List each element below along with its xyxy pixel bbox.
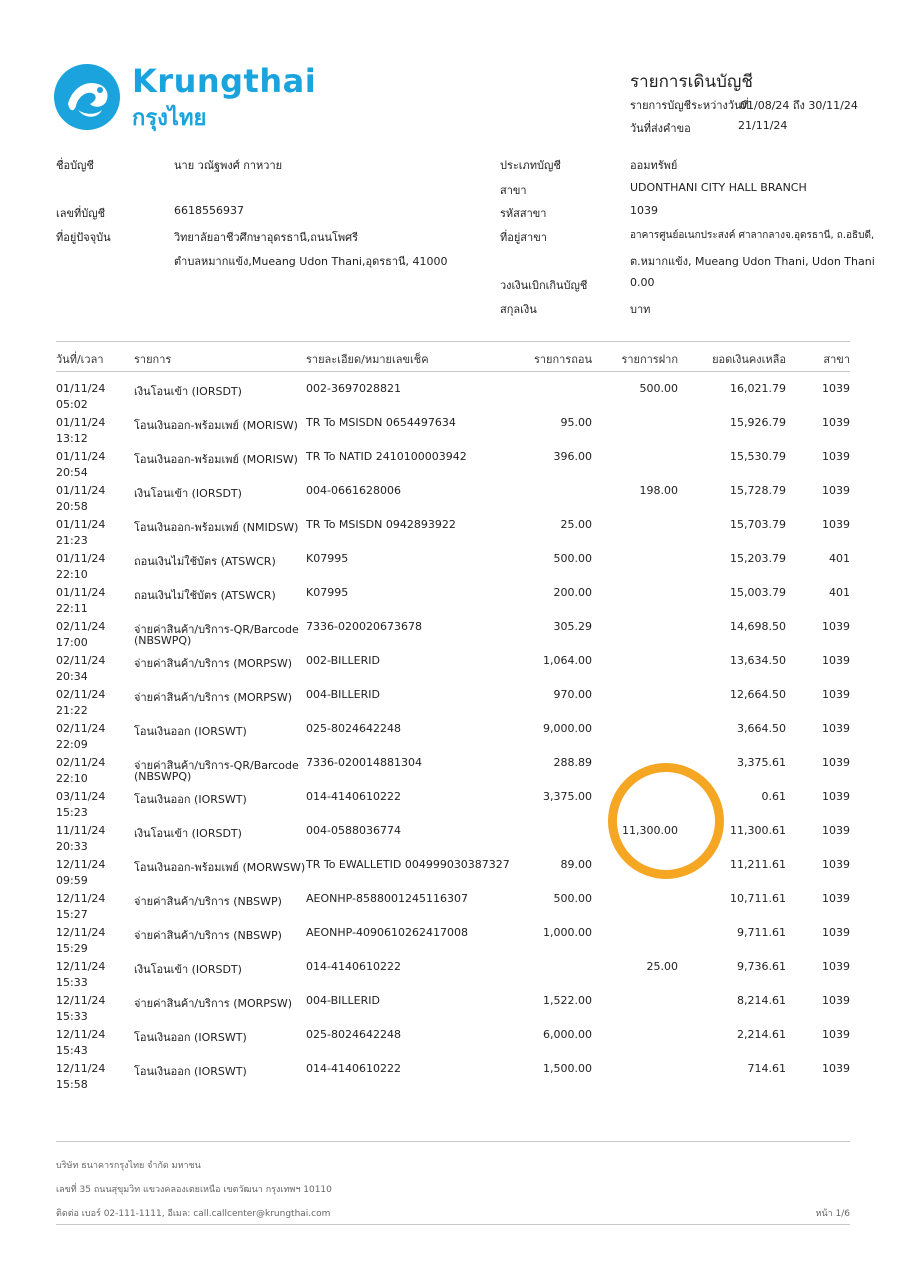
row-date: 12/11/24 bbox=[56, 892, 106, 905]
row-branch: 1039 bbox=[822, 1062, 850, 1075]
row-time: 20:33 bbox=[56, 840, 88, 853]
overdraft-value: 0.00 bbox=[630, 276, 655, 289]
account-type-value: ออมทรัพย์ bbox=[630, 159, 678, 172]
row-balance: 16,021.79 bbox=[730, 382, 786, 395]
row-description: จ่ายค่าสินค้า/บริการ (NBSWP) bbox=[134, 929, 282, 942]
brand-name-en: Krungthai bbox=[132, 62, 317, 100]
row-withdraw: 305.29 bbox=[553, 620, 592, 633]
row-withdraw: 1,000.00 bbox=[543, 926, 592, 939]
brand-name-th: กรุงไทย bbox=[132, 106, 207, 131]
row-date: 12/11/24 bbox=[56, 1028, 106, 1041]
row-date: 02/11/24 bbox=[56, 620, 106, 633]
account-name-label: ชื่อบัญชี bbox=[56, 159, 94, 172]
row-balance: 3,664.50 bbox=[737, 722, 786, 735]
row-date: 03/11/24 bbox=[56, 790, 106, 803]
row-balance: 13,634.50 bbox=[730, 654, 786, 667]
row-description-cont: (NBSWPQ) bbox=[134, 634, 192, 647]
row-description: โอนเงินออก (IORSWT) bbox=[134, 725, 247, 738]
row-time: 20:58 bbox=[56, 500, 88, 513]
header-balance: ยอดเงินคงเหลือ bbox=[712, 353, 786, 366]
row-deposit: 11,300.00 bbox=[622, 824, 678, 837]
row-date: 12/11/24 bbox=[56, 926, 106, 939]
request-date-value: 21/11/24 bbox=[738, 119, 788, 132]
row-withdraw: 3,375.00 bbox=[543, 790, 592, 803]
row-time: 22:10 bbox=[56, 568, 88, 581]
row-date: 01/11/24 bbox=[56, 518, 106, 531]
row-description: จ่ายค่าสินค้า/บริการ (MORPSW) bbox=[134, 657, 293, 670]
row-date: 02/11/24 bbox=[56, 722, 106, 735]
row-balance: 10,711.61 bbox=[730, 892, 786, 905]
row-description: โอนเงินออก-พร้อมเพย์ (MORISW) bbox=[134, 419, 298, 432]
row-withdraw: 95.00 bbox=[560, 416, 592, 429]
row-balance: 11,300.61 bbox=[730, 824, 786, 837]
row-withdraw: 970.00 bbox=[553, 688, 592, 701]
period-label: รายการบัญชีระหว่างวันที่ bbox=[630, 99, 749, 112]
row-balance: 11,211.61 bbox=[730, 858, 786, 871]
row-branch: 1039 bbox=[822, 892, 850, 905]
row-withdraw: 500.00 bbox=[553, 552, 592, 565]
address-line-2: ตำบลหมากแข้ง,Mueang Udon Thani,อุดรธานี, 41000 bbox=[174, 255, 448, 268]
row-description: ถอนเงินไม่ใช้บัตร (ATSWCR) bbox=[134, 589, 276, 602]
row-date: 01/11/24 bbox=[56, 484, 106, 497]
row-balance: 12,664.50 bbox=[730, 688, 786, 701]
row-branch: 1039 bbox=[822, 756, 850, 769]
row-balance: 15,728.79 bbox=[730, 484, 786, 497]
row-balance: 15,003.79 bbox=[730, 586, 786, 599]
row-detail: 004-BILLERID bbox=[306, 994, 380, 1007]
account-number-label: เลขที่บัญชี bbox=[56, 207, 106, 220]
row-date: 02/11/24 bbox=[56, 688, 106, 701]
row-description: โอนเงินออก (IORSWT) bbox=[134, 1065, 247, 1078]
row-time: 15:58 bbox=[56, 1078, 88, 1091]
footer-address: เลขที่ 35 ถนนสุขุมวิท แขวงคลองเตยเหนือ เขตวัฒนา กรุงเทพฯ 10110 bbox=[56, 1185, 332, 1195]
row-detail: K07995 bbox=[306, 586, 349, 599]
row-description: โอนเงินออก-พร้อมเพย์ (MORISW) bbox=[134, 453, 298, 466]
account-type-label: ประเภทบัญชี bbox=[500, 159, 561, 172]
row-withdraw: 1,500.00 bbox=[543, 1062, 592, 1075]
row-withdraw: 1,064.00 bbox=[543, 654, 592, 667]
row-description: เงินโอนเข้า (IORSDT) bbox=[134, 827, 242, 840]
row-detail: 025-8024642248 bbox=[306, 1028, 401, 1041]
row-description: โอนเงินออก-พร้อมเพย์ (NMIDSW) bbox=[134, 521, 299, 534]
row-detail: 014-4140610222 bbox=[306, 1062, 401, 1075]
row-time: 09:59 bbox=[56, 874, 88, 887]
row-description: โอนเงินออก (IORSWT) bbox=[134, 1031, 247, 1044]
row-deposit: 25.00 bbox=[646, 960, 678, 973]
row-time: 15:33 bbox=[56, 976, 88, 989]
branch-value: UDONTHANI CITY HALL BRANCH bbox=[630, 181, 807, 194]
row-time: 21:23 bbox=[56, 534, 88, 547]
row-detail: AEONHP-4090610262417008 bbox=[306, 926, 468, 939]
branch-label: สาขา bbox=[500, 184, 527, 197]
statement-title: รายการเดินบัญชี bbox=[630, 72, 753, 92]
currency-value: บาท bbox=[630, 303, 651, 316]
row-detail: 002-BILLERID bbox=[306, 654, 380, 667]
period-value: 01/08/24 ถึง 30/11/24 bbox=[740, 99, 858, 112]
row-withdraw: 200.00 bbox=[553, 586, 592, 599]
row-detail: 7336-020020673678 bbox=[306, 620, 422, 633]
row-branch: 1039 bbox=[822, 824, 850, 837]
row-branch: 1039 bbox=[822, 960, 850, 973]
row-withdraw: 89.00 bbox=[560, 858, 592, 871]
row-balance: 9,711.61 bbox=[737, 926, 786, 939]
row-branch: 1039 bbox=[822, 722, 850, 735]
request-date-label: วันที่ส่งคำขอ bbox=[630, 122, 691, 135]
row-withdraw: 1,522.00 bbox=[543, 994, 592, 1007]
row-time: 15:33 bbox=[56, 1010, 88, 1023]
row-description: จ่ายค่าสินค้า/บริการ-QR/Barcode bbox=[134, 759, 299, 772]
row-withdraw: 25.00 bbox=[560, 518, 592, 531]
row-date: 01/11/24 bbox=[56, 552, 106, 565]
row-time: 15:23 bbox=[56, 806, 88, 819]
row-description: เงินโอนเข้า (IORSDT) bbox=[134, 963, 242, 976]
header-date: วันที่/เวลา bbox=[56, 353, 104, 366]
row-deposit: 500.00 bbox=[639, 382, 678, 395]
footer-rule bbox=[56, 1141, 850, 1142]
row-detail: K07995 bbox=[306, 552, 349, 565]
row-description: ถอนเงินไม่ใช้บัตร (ATSWCR) bbox=[134, 555, 276, 568]
row-date: 12/11/24 bbox=[56, 960, 106, 973]
row-time: 13:12 bbox=[56, 432, 88, 445]
row-date: 12/11/24 bbox=[56, 858, 106, 871]
row-withdraw: 6,000.00 bbox=[543, 1028, 592, 1041]
table-top-rule bbox=[56, 341, 850, 342]
row-description: เงินโอนเข้า (IORSDT) bbox=[134, 385, 242, 398]
address-line-1: วิทยาลัยอาชีวศึกษาอุดรธานี,ถนนโพศรี bbox=[174, 231, 359, 244]
row-description: จ่ายค่าสินค้า/บริการ (NBSWP) bbox=[134, 895, 282, 908]
branch-address-line-2: ต.หมากแข้ง, Mueang Udon Thani, Udon Thani bbox=[630, 255, 875, 268]
row-branch: 1039 bbox=[822, 484, 850, 497]
footer-bottom-rule bbox=[56, 1224, 850, 1225]
row-time: 22:09 bbox=[56, 738, 88, 751]
header-withdraw: รายการถอน bbox=[533, 353, 592, 366]
row-time: 17:00 bbox=[56, 636, 88, 649]
row-withdraw: 9,000.00 bbox=[543, 722, 592, 735]
row-branch: 401 bbox=[829, 552, 850, 565]
row-time: 22:10 bbox=[56, 772, 88, 785]
row-time: 22:11 bbox=[56, 602, 88, 615]
row-date: 12/11/24 bbox=[56, 1062, 106, 1075]
row-description-cont: (NBSWPQ) bbox=[134, 770, 192, 783]
row-detail: 004-0588036774 bbox=[306, 824, 401, 837]
currency-label: สกุลเงิน bbox=[500, 303, 537, 316]
row-time: 20:54 bbox=[56, 466, 88, 479]
row-detail: TR To MSISDN 0654497634 bbox=[306, 416, 456, 429]
row-detail: TR To EWALLETID 004999030387327 bbox=[306, 858, 510, 871]
row-date: 01/11/24 bbox=[56, 586, 106, 599]
row-branch: 1039 bbox=[822, 1028, 850, 1041]
row-time: 20:34 bbox=[56, 670, 88, 683]
address-label: ที่อยู่ปัจจุบัน bbox=[56, 231, 111, 244]
row-detail: 014-4140610222 bbox=[306, 790, 401, 803]
row-branch: 1039 bbox=[822, 416, 850, 429]
row-balance: 9,736.61 bbox=[737, 960, 786, 973]
row-branch: 1039 bbox=[822, 688, 850, 701]
krungthai-logo bbox=[54, 64, 120, 130]
row-description: จ่ายค่าสินค้า/บริการ (MORPSW) bbox=[134, 691, 293, 704]
row-detail: TR To NATID 2410100003942 bbox=[306, 450, 467, 463]
row-description: เงินโอนเข้า (IORSDT) bbox=[134, 487, 242, 500]
row-balance: 15,926.79 bbox=[730, 416, 786, 429]
table-header-rule bbox=[56, 371, 850, 372]
row-date: 11/11/24 bbox=[56, 824, 106, 837]
header-deposit: รายการฝาก bbox=[621, 353, 678, 366]
row-branch: 1039 bbox=[822, 450, 850, 463]
row-description: จ่ายค่าสินค้า/บริการ (MORPSW) bbox=[134, 997, 293, 1010]
row-balance: 2,214.61 bbox=[737, 1028, 786, 1041]
header-branch: สาขา bbox=[823, 353, 850, 366]
row-detail: 004-BILLERID bbox=[306, 688, 380, 701]
row-branch: 1039 bbox=[822, 790, 850, 803]
branch-address-label: ที่อยู่สาขา bbox=[500, 231, 547, 244]
row-balance: 0.61 bbox=[761, 790, 786, 803]
row-time: 21:22 bbox=[56, 704, 88, 717]
row-balance: 714.61 bbox=[747, 1062, 786, 1075]
row-date: 02/11/24 bbox=[56, 756, 106, 769]
row-detail: 002-3697028821 bbox=[306, 382, 401, 395]
row-time: 15:43 bbox=[56, 1044, 88, 1057]
row-balance: 15,530.79 bbox=[730, 450, 786, 463]
overdraft-label: วงเงินเบิกเกินบัญชี bbox=[500, 279, 588, 292]
row-detail: TR To MSISDN 0942893922 bbox=[306, 518, 456, 531]
footer-company: บริษัท ธนาคารกรุงไทย จำกัด มหาชน bbox=[56, 1161, 201, 1171]
row-deposit: 198.00 bbox=[639, 484, 678, 497]
row-branch: 401 bbox=[829, 586, 850, 599]
footer-contact: ติดต่อ เบอร์ 02-111-1111, อีเมล: call.callcenter@krungthai.com bbox=[56, 1209, 331, 1219]
row-time: 05:02 bbox=[56, 398, 88, 411]
row-withdraw: 500.00 bbox=[553, 892, 592, 905]
row-date: 02/11/24 bbox=[56, 654, 106, 667]
page-number: หน้า 1/6 bbox=[815, 1209, 850, 1219]
row-branch: 1039 bbox=[822, 926, 850, 939]
highlight-circle bbox=[608, 763, 724, 879]
row-withdraw: 396.00 bbox=[553, 450, 592, 463]
row-time: 15:29 bbox=[56, 942, 88, 955]
row-date: 01/11/24 bbox=[56, 450, 106, 463]
row-description: จ่ายค่าสินค้า/บริการ-QR/Barcode bbox=[134, 623, 299, 636]
row-balance: 14,698.50 bbox=[730, 620, 786, 633]
row-branch: 1039 bbox=[822, 994, 850, 1007]
row-branch: 1039 bbox=[822, 654, 850, 667]
row-time: 15:27 bbox=[56, 908, 88, 921]
row-branch: 1039 bbox=[822, 382, 850, 395]
row-detail: 7336-020014881304 bbox=[306, 756, 422, 769]
row-branch: 1039 bbox=[822, 518, 850, 531]
row-detail: 025-8024642248 bbox=[306, 722, 401, 735]
row-withdraw: 288.89 bbox=[553, 756, 592, 769]
bird-emblem-icon bbox=[54, 64, 120, 130]
account-name-value: นาย วณัฐพงศ์ กาหวาย bbox=[174, 159, 283, 172]
branch-code-label: รหัสสาขา bbox=[500, 207, 547, 220]
row-description: โอนเงินออก-พร้อมเพย์ (MORWSW) bbox=[134, 861, 306, 874]
header-description: รายการ bbox=[134, 353, 172, 366]
row-detail: AEONHP-8588001245116307 bbox=[306, 892, 468, 905]
row-date: 12/11/24 bbox=[56, 994, 106, 1007]
header-detail: รายละเอียด/หมายเลขเช็ค bbox=[306, 353, 429, 366]
row-detail: 014-4140610222 bbox=[306, 960, 401, 973]
account-number-value: 6618556937 bbox=[174, 204, 244, 217]
row-balance: 3,375.61 bbox=[737, 756, 786, 769]
row-balance: 15,703.79 bbox=[730, 518, 786, 531]
row-balance: 15,203.79 bbox=[730, 552, 786, 565]
row-detail: 004-0661628006 bbox=[306, 484, 401, 497]
branch-code-value: 1039 bbox=[630, 204, 658, 217]
row-branch: 1039 bbox=[822, 858, 850, 871]
row-date: 01/11/24 bbox=[56, 382, 106, 395]
row-balance: 8,214.61 bbox=[737, 994, 786, 1007]
row-branch: 1039 bbox=[822, 620, 850, 633]
row-date: 01/11/24 bbox=[56, 416, 106, 429]
branch-address-line-1: อาคารศูนย์อเนกประสงค์ ศาลากลางจ.อุดรธานี, ถ.อธิบดี, bbox=[630, 230, 875, 241]
row-description: โอนเงินออก (IORSWT) bbox=[134, 793, 247, 806]
